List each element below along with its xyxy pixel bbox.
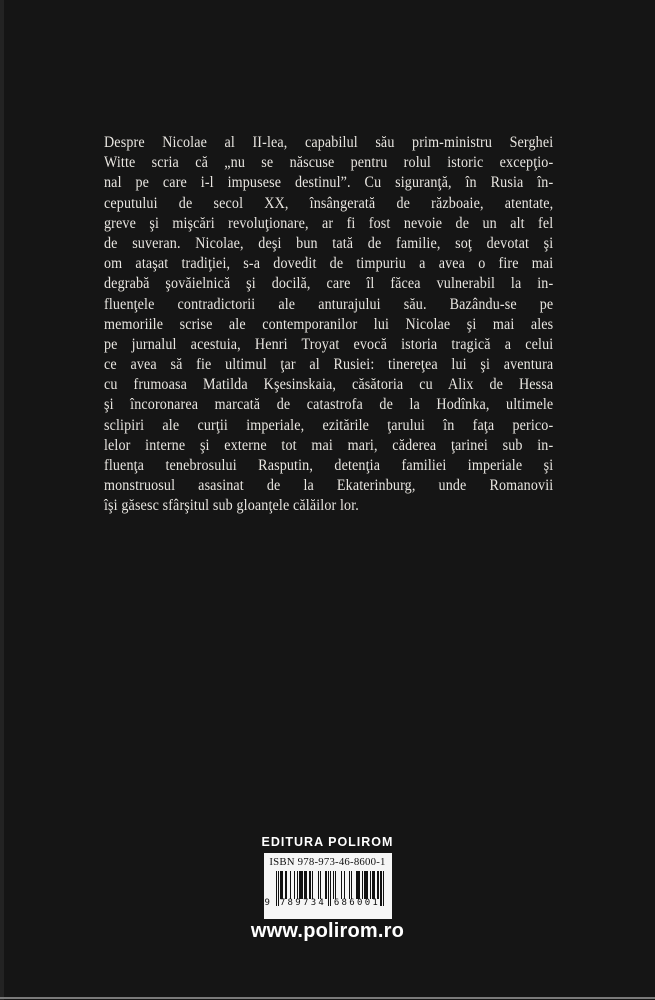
barcode-digits-right: 686001	[333, 898, 381, 908]
synopsis-line: ce avea să fie ultimul ţar al Rusiei: tinereţea lui şi aventura	[104, 356, 554, 374]
publisher-website-label: www.polirom.ro	[250, 920, 405, 942]
cover-left-edge	[0, 0, 4, 1000]
synopsis-line: nal pe care i-l impusese destinul”. Cu siguranţă, în Rusia în-	[104, 174, 554, 192]
synopsis-line: pe jurnalul acestuia, Henri Troyat evocă istoria tragică a celui	[104, 335, 554, 353]
barcode-digits-left: 789734	[279, 898, 327, 908]
synopsis-line: îşi găsesc sfârşitul sub gloanţele călăilor lor.	[104, 497, 359, 515]
barcode-digits	[264, 898, 392, 909]
synopsis-line: de suveran. Nicolae, deşi bun tată de familie, soţ devotat şi	[104, 234, 554, 252]
synopsis-line: lelor interne şi externe tot mai mari, căderea ţarinei sub in-	[104, 436, 554, 454]
synopsis-line: degrabă şovăielnică şi docilă, care îl făcea vulnerabil la in-	[104, 275, 554, 293]
isbn-number-label: ISBN 978-973-46-8600-1	[269, 856, 386, 868]
synopsis-text	[104, 133, 553, 517]
synopsis-line: Witte scria că „nu se născuse pentru rolul istoric excepţio-	[104, 154, 554, 172]
synopsis-line: ceputului de secol XX, însângerată de războaie, atentate,	[104, 194, 554, 212]
synopsis-line: monstruosul asasinat de la Ekaterinburg, unde Romanovii	[104, 477, 554, 495]
isbn-barcode-box	[264, 853, 392, 919]
barcode-digit-lead: 9	[264, 898, 270, 908]
synopsis-line: memoriile scrise ale contemporanilor lui Nicolae şi mai ales	[104, 315, 554, 333]
synopsis-line: şi încoronarea marcată de catastrofa de la Hodînka, ultimele	[104, 396, 554, 414]
synopsis-line: greve şi mişcări revoluţionare, ar fi fost nevoie de un alt fel	[104, 214, 554, 232]
synopsis-line: fluenţele contradictorii ale anturajului său. Bazându-se pe	[104, 295, 554, 313]
synopsis-line: sclipiri ale curţii imperiale, ezitările ţarului în faţa perico-	[104, 416, 554, 434]
synopsis-line: om ataşat tradiţiei, s-a dovedit de timpuriu a avea o fire mai	[104, 255, 554, 273]
publisher-name-label: EDITURA POLIROM	[261, 835, 394, 849]
synopsis-line: Despre Nicolae al II-lea, capabilul său prim-ministru Serghei	[104, 134, 554, 151]
synopsis-line: cu frumoasa Matilda Kşesinskaia, căsătoria cu Alix de Hessa	[104, 376, 554, 394]
ean13-barcode	[264, 871, 386, 909]
synopsis-line: fluenţa tenebrosului Rasputin, detenţia familiei imperiale şi	[104, 457, 554, 474]
cover-bottom-edge	[0, 997, 655, 999]
